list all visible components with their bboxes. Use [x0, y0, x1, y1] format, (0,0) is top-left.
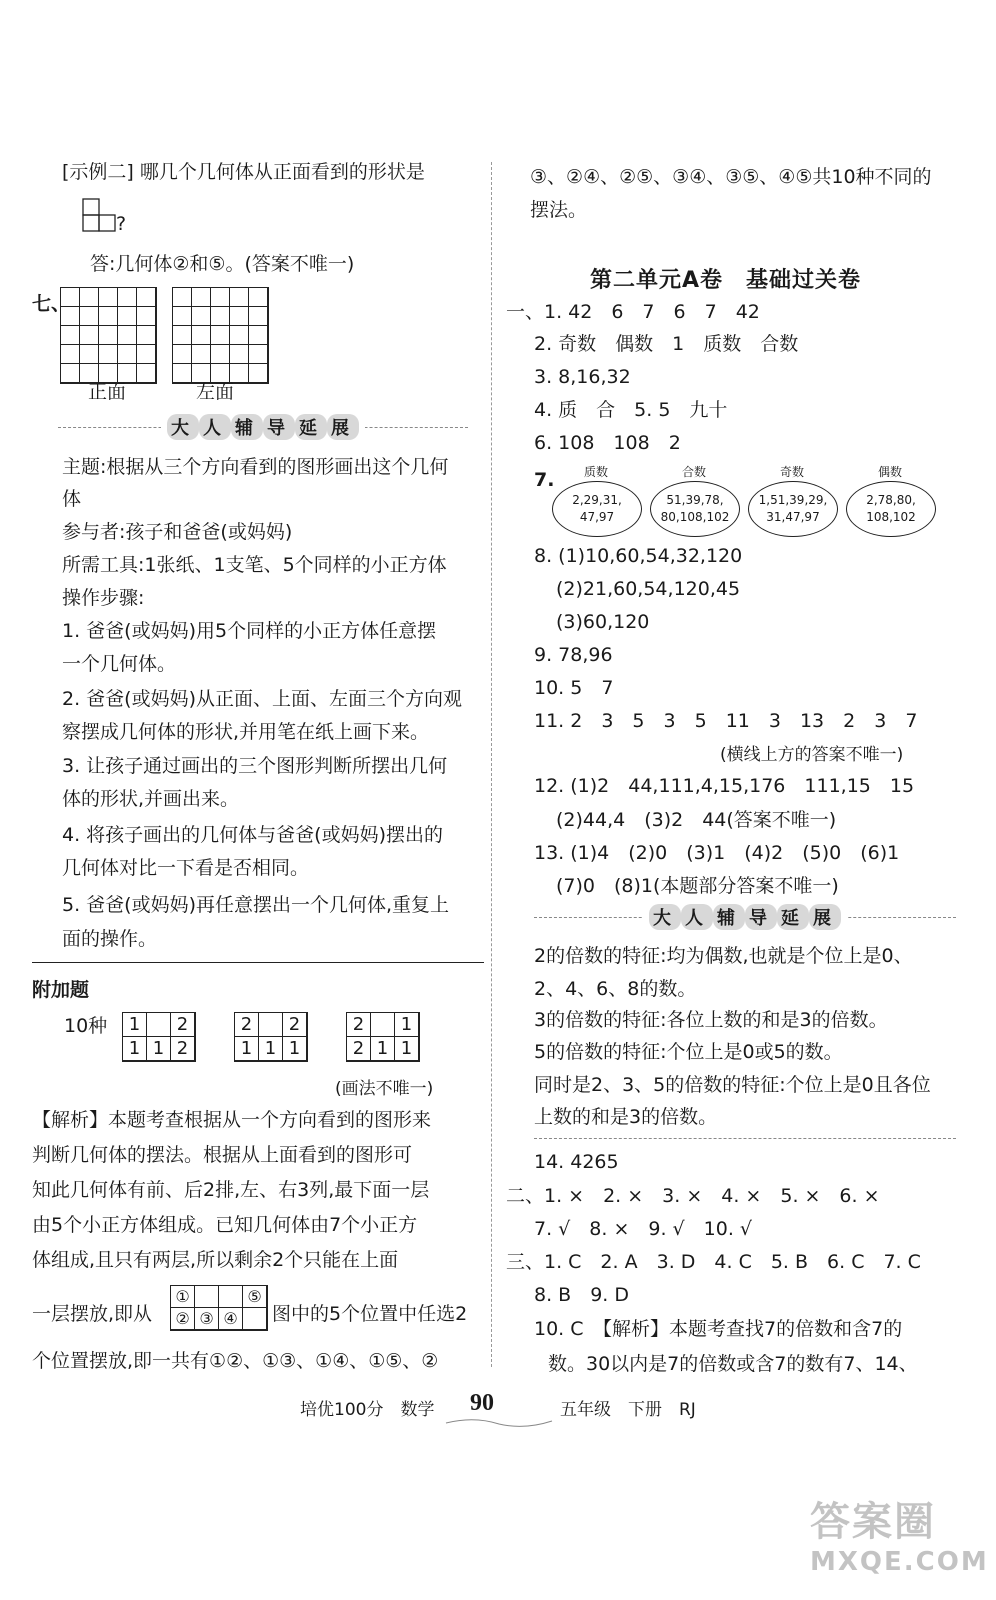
ext-line: 几何体对比一下看是否相同。	[62, 857, 310, 879]
ext-line: 3的倍数的特征:各位上数的和是3的倍数。	[534, 1009, 888, 1031]
answer-8: (2)21,60,54,120,45	[556, 578, 741, 600]
ext-line: 同时是2、3、5的倍数的特征:个位上是0且各位	[534, 1074, 931, 1096]
ext-line: 一个几何体。	[62, 653, 177, 675]
continued-line: 摆法。	[530, 199, 588, 221]
ext-line: 察摆成几何体的形状,并用笔在纸上画下来。	[62, 721, 430, 743]
even-ellipse: 2,78,80, 108,102	[846, 481, 936, 537]
analysis-line: 一层摆放,即从	[32, 1303, 153, 1325]
ext-line: 1. 爸爸(或妈妈)用5个同样的小正方体任意摆	[62, 620, 437, 642]
page-number: 90	[470, 1390, 494, 1416]
question-mark: ?	[116, 213, 127, 235]
answer-12: (2)44,4 (3)2 44(答案不唯一)	[556, 809, 837, 831]
ext-line: 3. 让孩子通过画出的三个图形判断所摆出几何	[62, 755, 448, 777]
answer-11-note: (横线上方的答案不唯一)	[720, 745, 904, 765]
ext-line: 上数的和是3的倍数。	[534, 1106, 718, 1128]
ext-line: 操作步骤:	[62, 587, 145, 609]
ext-line: 2. 爸爸(或妈妈)从正面、上面、左面三个方向观	[62, 688, 462, 710]
analysis-line: 由5个小正方体组成。已知几何体由7个小正方	[32, 1214, 418, 1236]
ext-line: 面的操作。	[62, 928, 158, 950]
analysis-line: 知此几何体有前、后2排,左、右3列,最下面一层	[32, 1179, 430, 1201]
composite-ellipse: 51,39,78, 80,108,102	[650, 481, 740, 537]
position-grid: ① ⑤ ② ③ ④	[170, 1285, 268, 1331]
example2-answer: 答:几何体②和⑤。(答案不唯一)	[90, 253, 355, 275]
ellipse-label: 奇数	[779, 465, 804, 479]
front-label: 正面	[88, 381, 127, 403]
analysis-line: 个位置摆放,即一共有①②、①③、①④、①⑤、②	[32, 1350, 439, 1372]
ext-line: 所需工具:1张纸、1支笔、5个同样的小正方体	[62, 554, 447, 576]
answer-11: 11. 2 3 5 3 5 11 3 13 2 3 7	[534, 710, 918, 732]
answer-12: 12. (1)2 44,111,4,15,176 111,15 15	[534, 775, 915, 797]
ext-line: 体	[62, 488, 82, 510]
choice-answers: 8. B 9. D	[534, 1284, 630, 1306]
answer-7-label: 7.	[534, 469, 555, 491]
watermark-logo: 答案圈 MXQE.COM	[810, 1499, 989, 1577]
answer-2: 2. 奇数 偶数 1 质数 合数	[534, 333, 799, 355]
odd-ellipse: 1,51,39,29, 31,47,97	[748, 481, 838, 537]
analysis-line: 体组成,且只有两层,所以剩余2个只能在上面	[32, 1249, 399, 1271]
judgment-answers: 二、1. × 2. × 3. × 4. × 5. × 6. ×	[506, 1185, 880, 1207]
answer-4: 4. 质 合 5. 5 九十	[534, 399, 728, 421]
analysis-line: 判断几何体的摆法。根据从上面看到的图形可	[32, 1144, 413, 1166]
column-divider	[491, 162, 492, 1367]
answer-6: 6. 108 108 2	[534, 432, 681, 454]
section-rule	[32, 962, 484, 963]
ext-line: 主题:根据从三个方向看到的图形画出这个几何	[62, 456, 449, 478]
answer-box-1: 1 2 1 1 2	[122, 1012, 196, 1062]
section-rule	[534, 1138, 956, 1139]
bonus-title: 附加题	[32, 979, 90, 1001]
front-shape-figure	[82, 198, 118, 234]
footer-grade: 五年级 下册 RJ	[560, 1400, 696, 1420]
right-extension-header: 大 人 辅 导 延 展	[534, 906, 956, 928]
example2-question: [示例二] 哪几个几何体从正面看到的形状是	[62, 161, 425, 183]
answer-10: 10. 5 7	[534, 677, 614, 699]
answer-box-3: 2 1 2 1 1	[346, 1012, 420, 1062]
ellipse-label: 质数	[583, 465, 608, 479]
ext-line: 2、4、6、8的数。	[534, 978, 697, 1000]
ext-line: 4. 将孩子画出的几何体与爸爸(或妈妈)摆出的	[62, 824, 443, 846]
choice-analysis: 数。30以内是7的倍数或含7的数有7、14、	[548, 1353, 918, 1375]
prime-ellipse: 2,29,31, 47,97	[552, 481, 642, 537]
bonus-note: (画法不唯一)	[335, 1079, 434, 1099]
choice-analysis: 10. C 【解析】本题考查找7的倍数和含7的	[534, 1318, 903, 1340]
answer-1: 一、1. 42 6 7 6 7 42	[506, 301, 760, 323]
answer-13: (7)0 (8)1(本题部分答案不唯一)	[556, 875, 839, 897]
analysis-line: 【解析】本题考查根据从一个方向看到的图形来	[32, 1109, 432, 1131]
q7-label: 七、	[32, 293, 71, 315]
front-view-grid	[60, 287, 157, 384]
page-ornament	[444, 1416, 554, 1430]
answer-3: 3. 8,16,32	[534, 366, 631, 388]
ext-line: 参与者:孩子和爸爸(或妈妈)	[62, 521, 293, 543]
answer-14: 14. 4265	[534, 1151, 619, 1173]
ellipse-label: 合数	[681, 465, 706, 479]
ext-line: 体的形状,并画出来。	[62, 788, 240, 810]
left-label: 左面	[196, 381, 235, 403]
answer-13: 13. (1)4 (2)0 (3)1 (4)2 (5)0 (6)1	[534, 842, 900, 864]
ext-line: 2的倍数的特征:均为偶数,也就是个位上是0、	[534, 945, 913, 967]
choice-answers: 三、1. C 2. A 3. D 4. C 5. B 6. C 7. C	[506, 1251, 921, 1273]
answer-9: 9. 78,96	[534, 644, 613, 666]
answer-8: (3)60,120	[556, 611, 650, 633]
left-extension-header: 大 人 辅 导 延 展	[58, 416, 468, 438]
footer-book: 培优100分 数学	[300, 1400, 435, 1420]
answer-8: 8. (1)10,60,54,32,120	[534, 545, 743, 567]
ext-line: 5. 爸爸(或妈妈)再任意摆出一个几何体,重复上	[62, 894, 450, 916]
continued-line: ③、②④、②⑤、③④、③⑤、④⑤共10种不同的	[530, 166, 932, 188]
answer-box-2: 2 2 1 1 1	[234, 1012, 308, 1062]
bonus-count: 10种	[64, 1015, 108, 1037]
analysis-line: 图中的5个位置中任选2	[272, 1303, 468, 1325]
left-view-grid	[172, 287, 269, 384]
judgment-answers: 7. √ 8. × 9. √ 10. √	[534, 1218, 752, 1240]
ellipse-label: 偶数	[877, 465, 902, 479]
ext-line: 5的倍数的特征:个位上是0或5的数。	[534, 1041, 843, 1063]
unit-title: 第二单元A卷 基础过关卷	[590, 268, 862, 293]
